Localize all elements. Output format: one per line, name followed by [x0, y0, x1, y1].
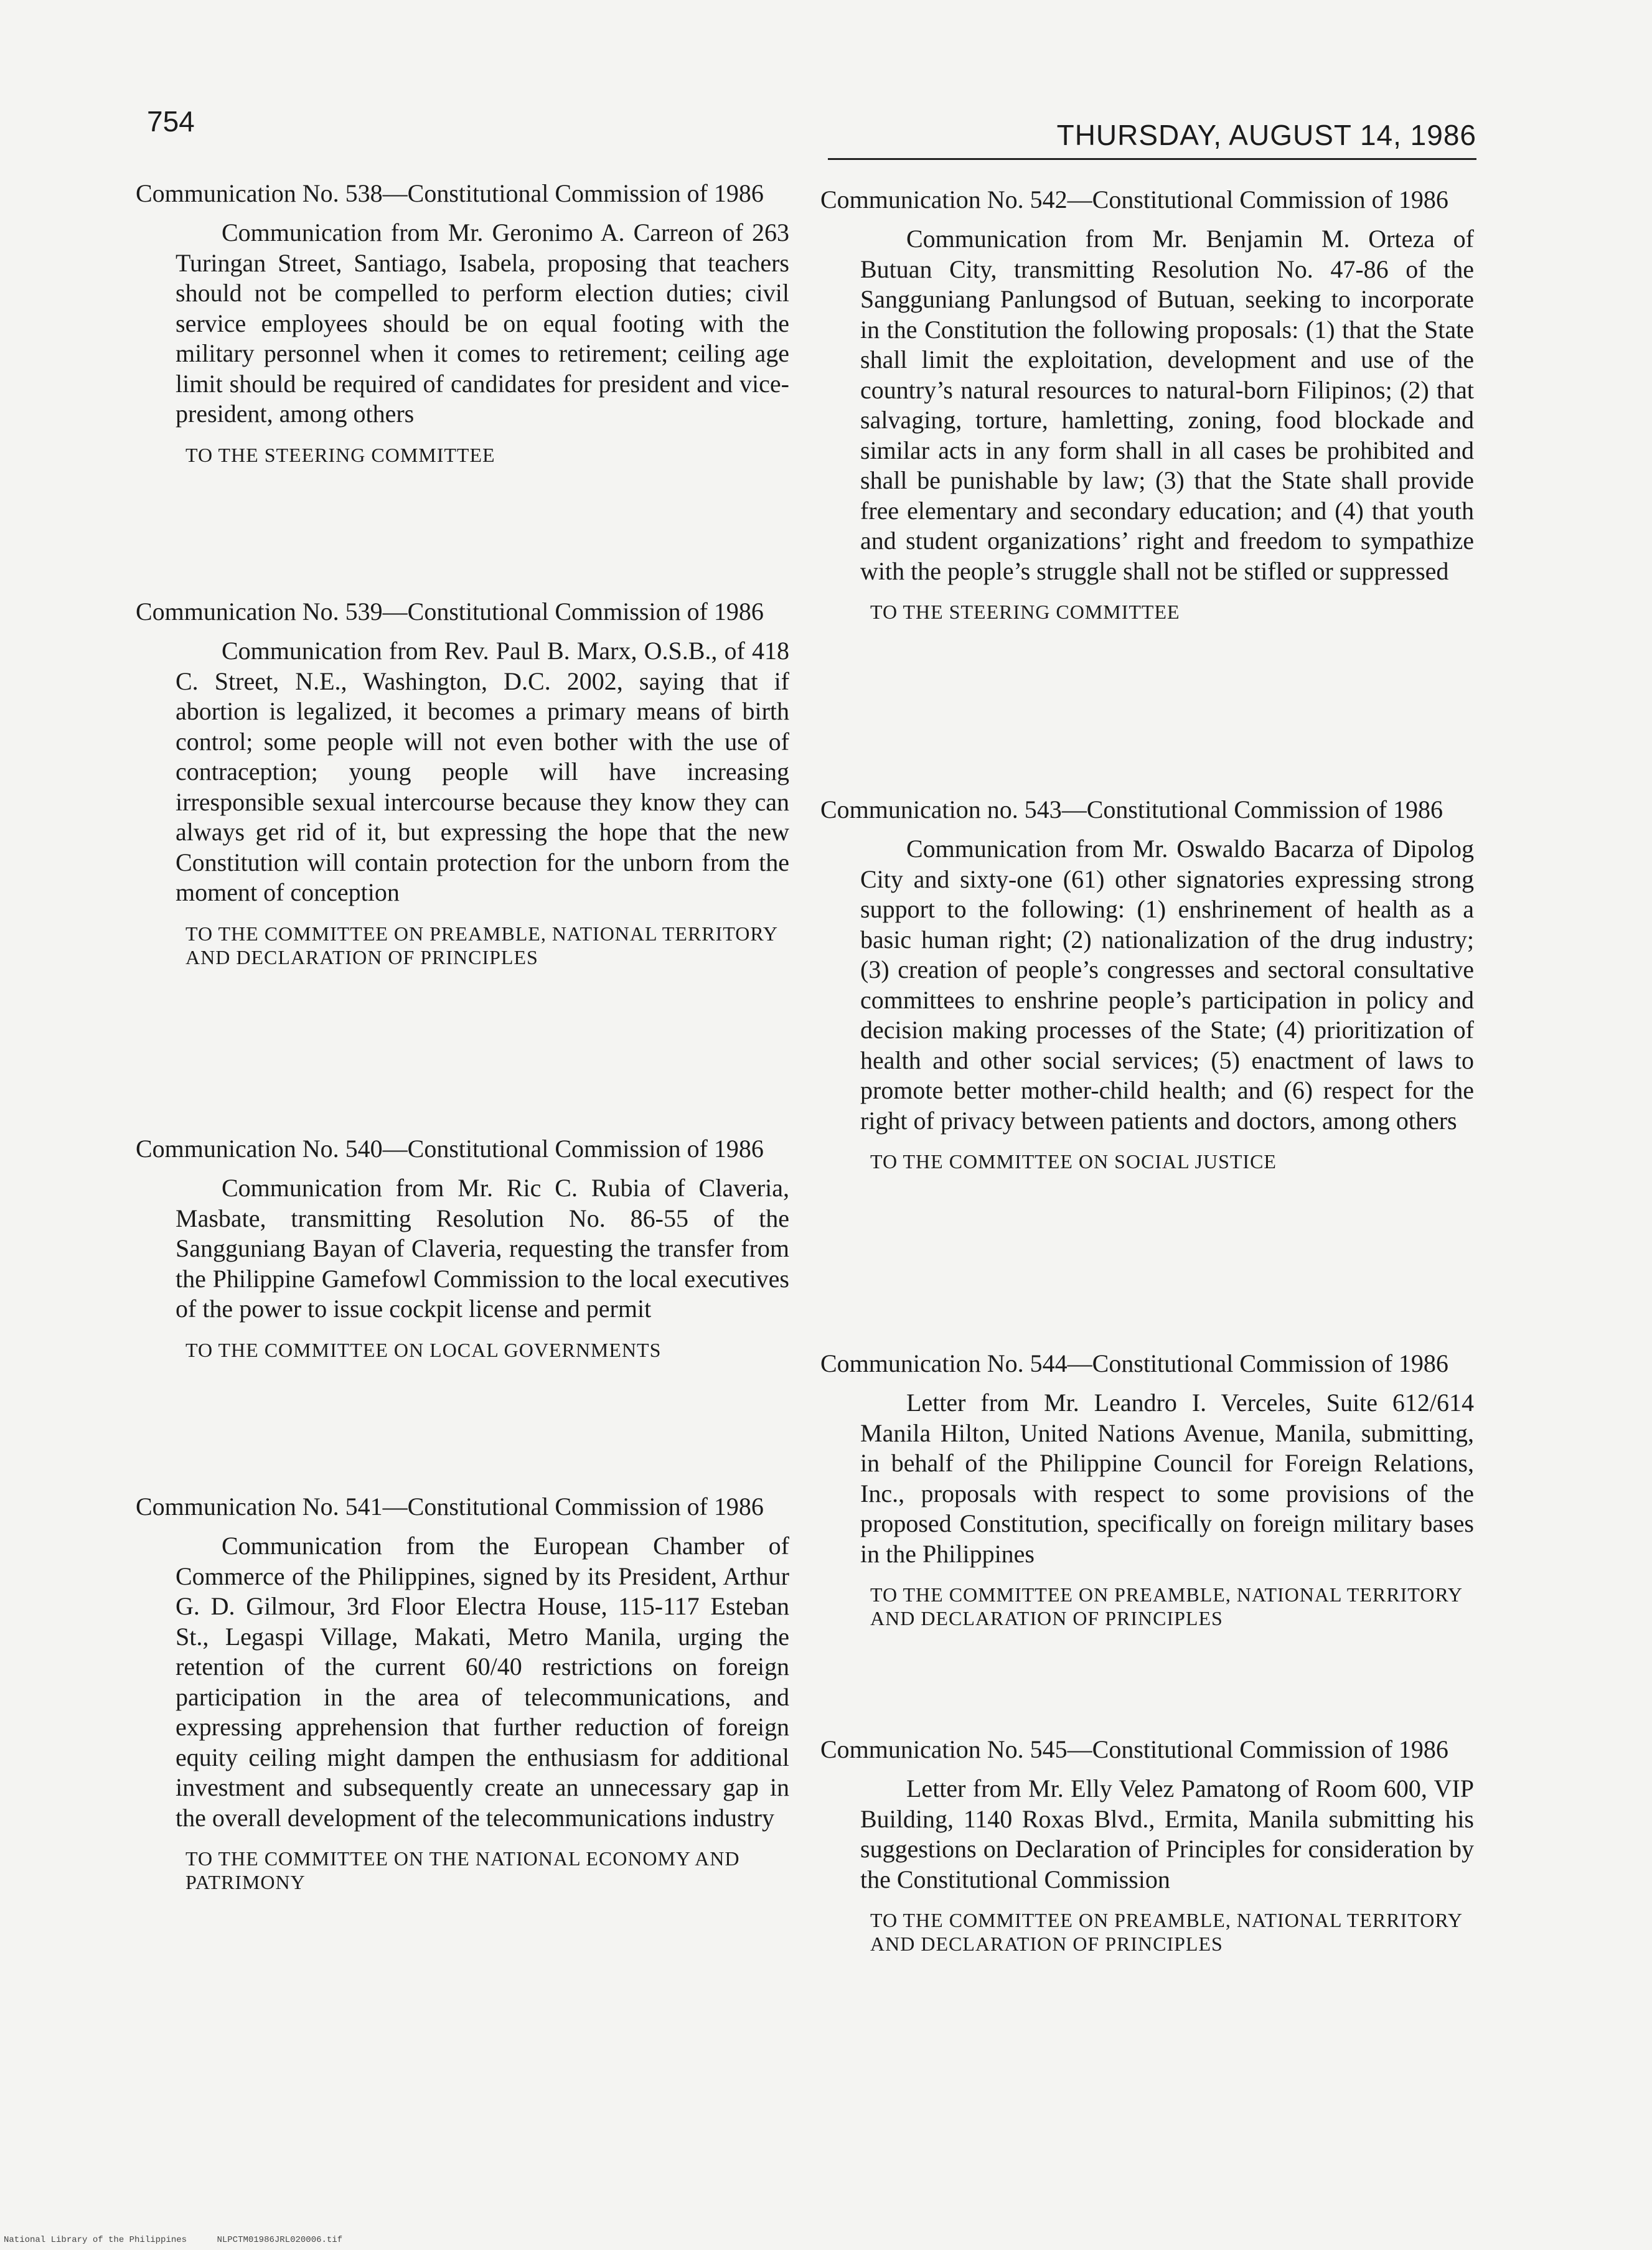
- header-rule: [828, 158, 1476, 160]
- entry-referral: TO THE STEERING COMMITTEE: [870, 601, 1180, 623]
- entry-body: Communication from Mr. Benjamin M. Orteza of Butuan City, transmitting Resolution No. 47-86 of the Sangguniang Panlungsod of Butuan, seeking to incorporate in the Constitution the following proposals: (1) that the State shall limit the exploitation, development and use of the country’s natural resources to natural-born Filipinos; (2) that salvaging, torture, hamletting, zoning, food blockade and similar acts in any form shall in all cases be prohibited and shall be punishable by law; (3) that the State shall provide free elementary and secondary education; and (4) that youth and student organizations’ right and freedom to sympathize with the people’s struggle shall not be stifled or suppressed: [860, 225, 1474, 585]
- page-date: THURSDAY, AUGUST 14, 1986: [1056, 119, 1476, 151]
- footer-file: NLPCTM01986JRL020006.tif: [217, 2235, 343, 2245]
- entry-body: Communication from the European Chamber of Commerce of the Philippines, signed by its President, Arthur G. D. Gilmour, 3rd Floor Electra House, 115-117 Esteban St., Legaspi Village, Makati, Metro Manila, urging the retention of the current 60/40 restrictions on foreign participation in the area of telecommunications, and expressing apprehension that further reduction of foreign equity ceiling might dampen the enthusiasm for additional investment and subsequently create an unnecessary gap in the overall development of the telecommunications industry: [176, 1532, 789, 1832]
- entry-referral: TO THE COMMITTEE ON SOCIAL JUSTICE: [870, 1150, 1277, 1173]
- communication-539: [136, 599, 789, 969]
- entry-body: Letter from Mr. Leandro I. Verceles, Suite 612/614 Manila Hilton, United Nations Avenue, Manila, submitting, in behalf of the Philippine Council for Foreign Relations, Inc., proposals with respect to some provisions of the proposed Constitution, specifically on foreign military bases in the Philippines: [860, 1389, 1474, 1568]
- entry-body: Letter from Mr. Elly Velez Pamatong of Room 600, VIP Building, 1140 Roxas Blvd., Ermita, Manila submitting his suggestions on Declaration of Principles for consideration by the Constitutional Commission: [860, 1774, 1474, 1893]
- entry-body: Communication from Mr. Geronimo A. Carreon of 263 Turingan Street, Santiago, Isabela, proposing that teachers should not be compelled to perform election duties; civil service employees should be on equal footing with the military personnel when it comes to retirement; ceiling age limit should be required of candidates for president and vice-president, among others: [176, 218, 789, 428]
- entry-referral: TO THE COMMITTEE ON THE NATIONAL ECONOMY AND PATRIMONY: [185, 1847, 740, 1893]
- entry-referral: TO THE COMMITTEE ON LOCAL GOVERNMENTS: [185, 1338, 662, 1361]
- scan-footer: [4, 2235, 367, 2245]
- entry-referral: TO THE COMMITTEE ON PREAMBLE, NATIONAL TERRITORY AND DECLARATION OF PRINCIPLES: [870, 1909, 1462, 1955]
- entry-referral: TO THE COMMITTEE ON PREAMBLE, NATIONAL TERRITORY AND DECLARATION OF PRINCIPLES: [185, 922, 777, 968]
- communication-543: [820, 797, 1474, 1173]
- page-number: 754: [147, 105, 195, 138]
- entry-referral: TO THE STEERING COMMITTEE: [185, 443, 495, 466]
- entry-title: Communication No. 545—Constitutional Commission of 1986: [820, 1735, 1448, 1763]
- entry-title: Communication No. 541—Constitutional Commission of 1986: [136, 1493, 764, 1521]
- entry-referral: TO THE COMMITTEE ON PREAMBLE, NATIONAL TERRITORY AND DECLARATION OF PRINCIPLES: [870, 1583, 1462, 1629]
- footer-library: National Library of the Philippines: [4, 2235, 187, 2245]
- communication-544: [820, 1351, 1474, 1630]
- communication-538: [136, 180, 789, 467]
- entry-body: Communication from Mr. Oswaldo Bacarza of Dipolog City and sixty-one (61) other signatories expressing strong support to the following: (1) enshrinement of health as a basic human right; (2) nationalization of the drug industry; (3) creation of people’s congresses and sectoral consultative committees to enshrine people’s participation in policy and decision making processes of the State; (4) prioritization of health and other social services; (5) enactment of laws to promote better mother-child health; and (6) respect for the right of privacy between patients and doctors, among others: [860, 835, 1474, 1135]
- communication-541: [136, 1494, 789, 1894]
- entry-title: Communication No. 544—Constitutional Commission of 1986: [820, 1349, 1448, 1377]
- entry-title: Communication No. 542—Constitutional Commission of 1986: [820, 185, 1448, 213]
- entry-title: Communication No. 538—Constitutional Commission of 1986: [136, 179, 764, 207]
- entry-title: Communication No. 540—Constitutional Commission of 1986: [136, 1135, 764, 1163]
- communication-542: [820, 187, 1474, 624]
- communication-540: [136, 1136, 789, 1362]
- entry-title: Communication No. 539—Constitutional Commission of 1986: [136, 598, 764, 626]
- entry-body: Communication from Mr. Ric C. Rubia of Claveria, Masbate, transmitting Resolution No. 86-55 of the Sangguniang Bayan of Claveria, requesting the transfer from the Philippine Gamefowl Commission to the local executives of the power to issue cockpit license and permit: [176, 1174, 789, 1323]
- entry-body: Communication from Rev. Paul B. Marx, O.S.B., of 418 C. Street, N.E., Washington, D.C. 2002, saying that if abortion is legalized, it becomes a primary means of birth control; some people will not even bother with the use of contraception; young people will have increasing irresponsible sexual intercourse because they know they can always get rid of it, but expressing the hope that the new Constitution will contain protection for the unborn from the moment of conception: [176, 637, 789, 906]
- entry-title: Communication no. 543—Constitutional Commission of 1986: [820, 795, 1443, 823]
- communication-545: [820, 1737, 1474, 1956]
